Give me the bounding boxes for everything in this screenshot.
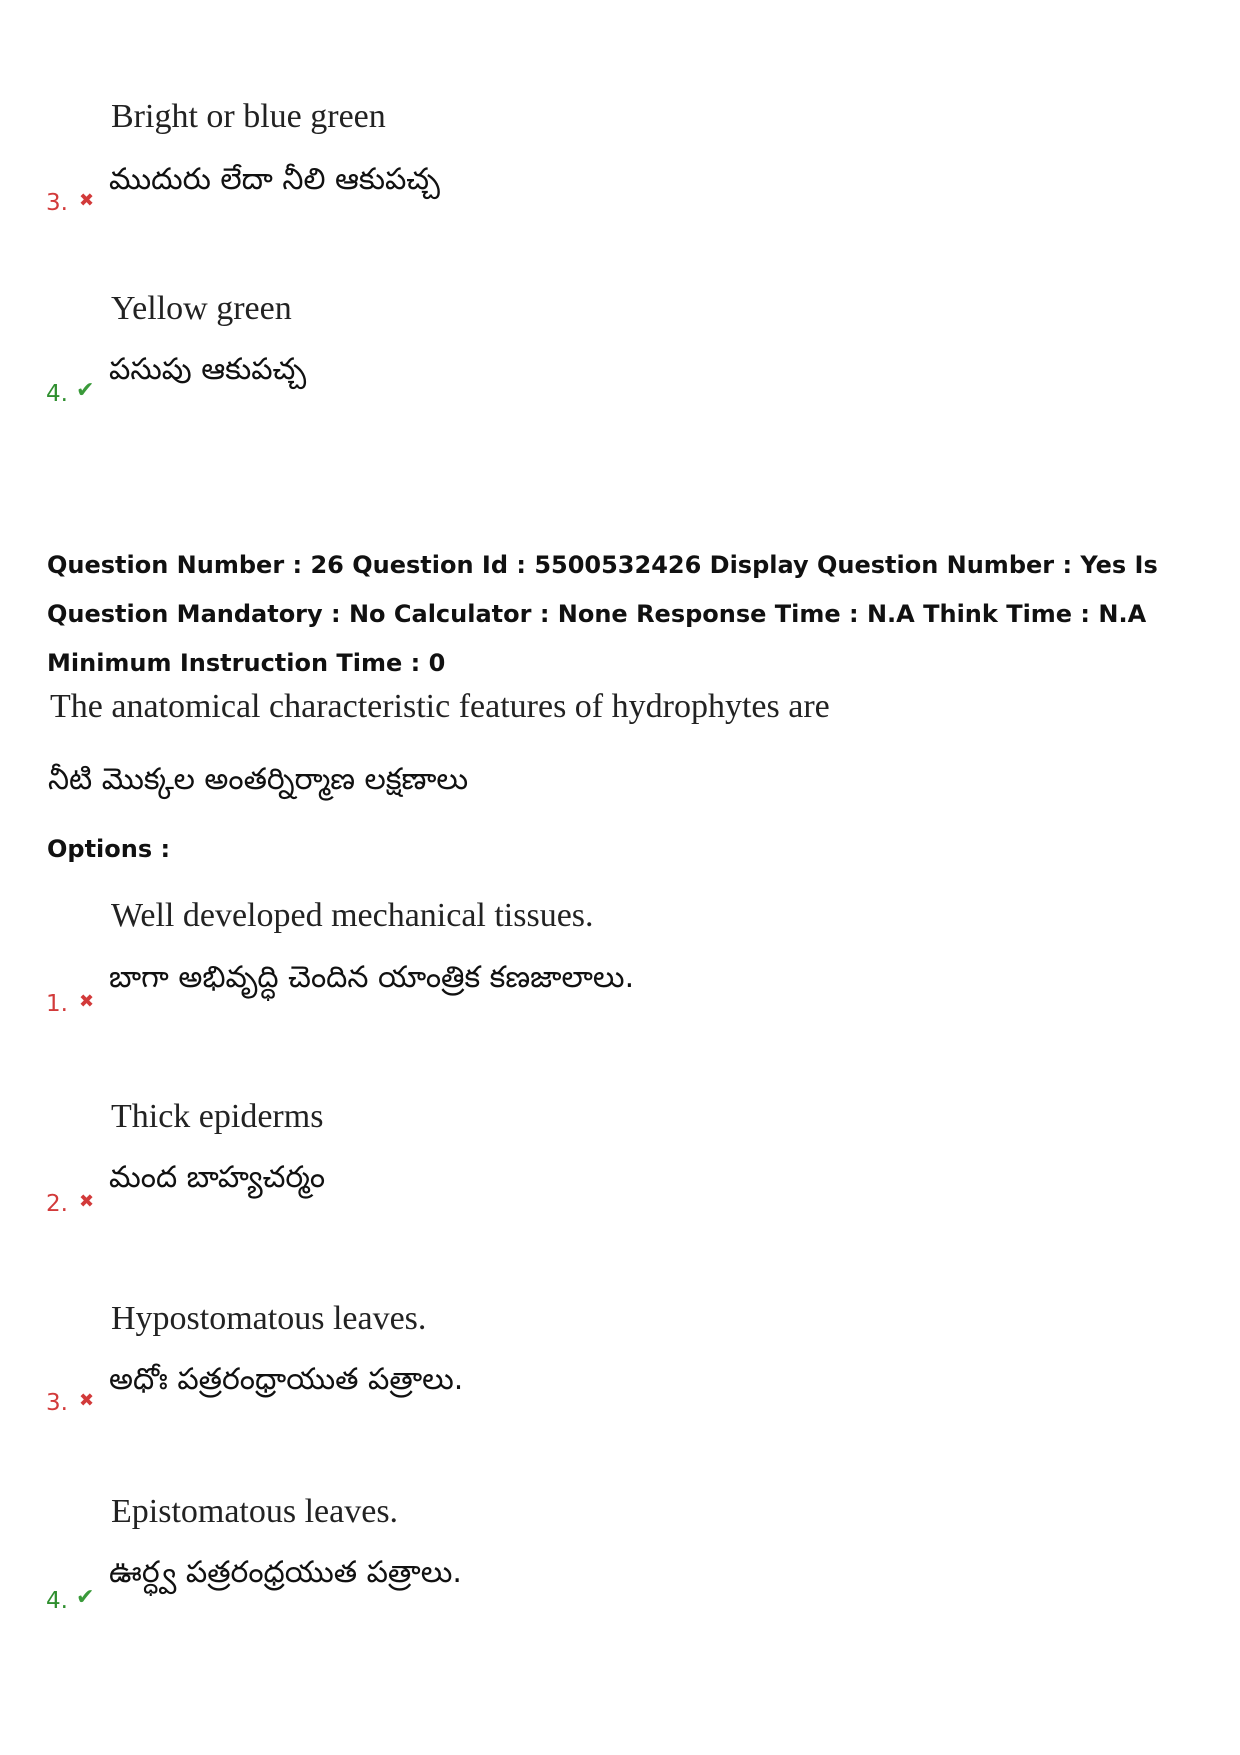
option-text-te: పసుపు ఆకుపచ్చ bbox=[109, 352, 307, 387]
option-text-en: Thick epiderms bbox=[111, 1098, 324, 1135]
option-number: 3. bbox=[46, 1390, 68, 1416]
option-text-te: అధోః పత్రరంధ్రాయుత పత్రాలు. bbox=[109, 1362, 464, 1397]
option-text-en: Yellow green bbox=[111, 290, 292, 327]
cross-icon: ✖ bbox=[79, 1390, 95, 1411]
option-text-te: మంద బాహ్యచర్మం bbox=[109, 1160, 326, 1195]
option-number: 4. bbox=[46, 1588, 68, 1614]
question-text-en: The anatomical characteristic features of hydrophytes are bbox=[50, 688, 830, 725]
option-text-en: Hypostomatous leaves. bbox=[111, 1300, 427, 1337]
check-icon: ✔ bbox=[76, 378, 95, 403]
option-text-te: ఊర్ధ్వ పత్రరంధ్రయుత పత్రాలు. bbox=[109, 1555, 462, 1590]
cross-icon: ✖ bbox=[79, 190, 95, 211]
option-number: 2. bbox=[46, 1191, 68, 1217]
option-text-te: బాగా అభివృద్ధి చెందిన యాంత్రిక కణజాలాలు. bbox=[109, 960, 635, 995]
option-text-en: Bright or blue green bbox=[111, 98, 386, 135]
cross-icon: ✖ bbox=[79, 1191, 95, 1212]
question-meta: Question Number : 26 Question Id : 5500532426 Display Question Number : Yes Is Question Mandatory : No Calculator : None Response Time : N.A Think Time : N.A Minimum Instruction Time : 0 bbox=[47, 551, 1158, 677]
option-number: 3. bbox=[46, 190, 68, 216]
option-text-te: ముదురు లేదా నీలి ఆకుపచ్చ bbox=[109, 162, 440, 197]
option-number: 1. bbox=[46, 991, 68, 1017]
options-label: Options : bbox=[47, 835, 171, 863]
option-text-en: Well developed mechanical tissues. bbox=[111, 897, 594, 934]
cross-icon: ✖ bbox=[79, 991, 95, 1012]
check-icon: ✔ bbox=[76, 1585, 95, 1610]
option-text-en: Epistomatous leaves. bbox=[111, 1493, 399, 1530]
option-number: 4. bbox=[46, 381, 68, 407]
question-text-te: నీటి మొక్కల అంతర్నిర్మాణ లక్షణాలు bbox=[48, 762, 469, 797]
